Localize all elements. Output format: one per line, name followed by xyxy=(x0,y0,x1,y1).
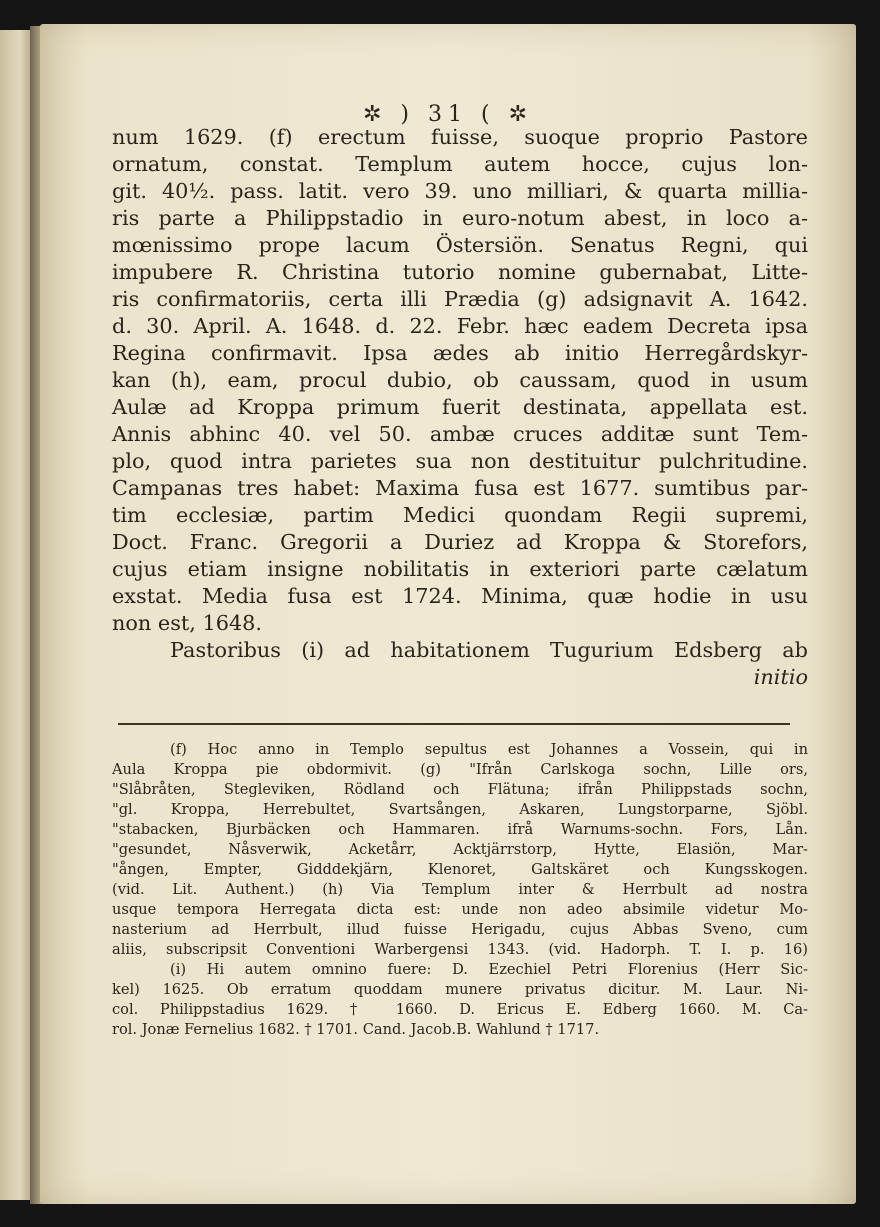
footnote-line: usque tempora Herregata dicta est: unde non adeo absimile videtur Mo- xyxy=(112,901,808,918)
footnote-line: kel) 1625. Ob erratum quoddam munere privatus dicitur. M. Laur. Ni- xyxy=(112,981,808,998)
footnote-line: col. Philippstadius 1629. † 1660. D. Ericus E. Edberg 1660. M. Ca- xyxy=(112,1001,808,1018)
text-line: Regina confirmavit. Ipsa ædes ab initio Herregårdskyr- xyxy=(112,341,808,365)
footnote-line: "Slåbråten, Stegleviken, Rödland och Flätuna; ifrån Philippstads sochn, xyxy=(112,781,808,798)
footnote-line: aliis, subscripsit Conventioni Warbergensi 1343. (vid. Hadorph. T. I. p. 16) xyxy=(112,941,808,958)
text-line: Campanas tres habet: Maxima fusa est 1677. sumtibus par- xyxy=(112,476,808,500)
text-line: num 1629. (f) erectum fuisse, suoque proprio Pastore xyxy=(112,125,808,149)
text-line: tim ecclesiæ, partim Medici quondam Regii supremi, xyxy=(112,503,808,527)
text-line: impubere R. Christina tutorio nomine gubernabat, Litte- xyxy=(112,260,808,284)
text-line: non est, 1648. xyxy=(112,611,263,635)
text-line: ornatum, constat. Templum autem hocce, cujus lon- xyxy=(112,152,808,176)
footnote-line: "gesundet, Nåsverwik, Acketårr, Acktjärrstorp, Hytte, Elasiön, Mar- xyxy=(112,841,808,858)
text-line: ris confirmatoriis, certa illi Prædia (g) adsignavit A. 1642. xyxy=(112,287,808,311)
text-line: exstat. Media fusa est 1724. Minima, quæ hodie in usu xyxy=(112,584,808,608)
text-line: cujus etiam insigne nobilitatis in exteriori parte cælatum xyxy=(112,557,808,581)
footnote-line: (f) Hoc anno in Templo sepultus est Johannes a Vossein, qui in xyxy=(170,741,808,758)
footnote-line: nasterium ad Herrbult, illud fuisse Herigadu, cujus Abbas Sveno, cum xyxy=(112,921,808,938)
footnote-line: "ången, Empter, Gidddekjärn, Klenoret, Galtskäret och Kungsskogen. xyxy=(112,861,808,878)
text-line: d. 30. April. A. 1648. d. 22. Febr. hæc eadem Decreta ipsa xyxy=(112,314,808,338)
footnote-line: rol. Jonæ Fernelius 1682. † 1701. Cand. Jacob.B. Wahlund † 1717. xyxy=(112,1021,600,1038)
footnote-divider xyxy=(118,723,790,725)
footnotes xyxy=(112,740,808,1040)
text-line: Annis abhinc 40. vel 50. ambæ cruces additæ sunt Tem- xyxy=(112,422,808,446)
footnote-line: Aula Kroppa pie obdormivit. (g) "Ifrån Carlskoga sochn, Lille ors, xyxy=(112,761,808,778)
footnote-line: (vid. Lit. Authent.) (h) Via Templum inter & Herrbult ad nostra xyxy=(112,881,808,898)
text-line: plo, quod intra parietes sua non destituitur pulchritudine. xyxy=(112,449,808,473)
main-text xyxy=(112,124,808,691)
catchword: initio xyxy=(753,665,808,689)
page-header: ✲ ) 31 ( ✲ xyxy=(363,102,533,127)
text-line: git. 40½. pass. latit. vero 39. uno milliari, & quarta millia- xyxy=(112,179,808,203)
footnote-line: "gl. Kroppa, Herrebultet, Svartsången, Askaren, Lungstorparne, Sjöbl. xyxy=(112,801,808,818)
book-page xyxy=(40,24,856,1204)
text-line: Pastoribus (i) ad habitationem Tugurium Edsberg ab xyxy=(170,638,808,662)
text-line: kan (h), eam, procul dubio, ob caussam, quod in usum xyxy=(112,368,808,392)
text-line: mœnissimo prope lacum Östersiön. Senatus Regni, qui xyxy=(112,233,808,257)
text-line: ris parte a Philippstadio in euro-notum abest, in loco a- xyxy=(112,206,808,230)
text-line: Aulæ ad Kroppa primum fuerit destinata, appellata est. xyxy=(112,395,808,419)
footnote-line: "stabacken, Bjurbäcken och Hammaren. ifrå Warnums-sochn. Fors, Lån. xyxy=(112,821,808,838)
footnote-line: (i) Hi autem omnino fuere: D. Ezechiel Petri Florenius (Herr Sic- xyxy=(170,961,808,978)
text-line: Doct. Franc. Gregorii a Duriez ad Kroppa & Storefors, xyxy=(112,530,808,554)
